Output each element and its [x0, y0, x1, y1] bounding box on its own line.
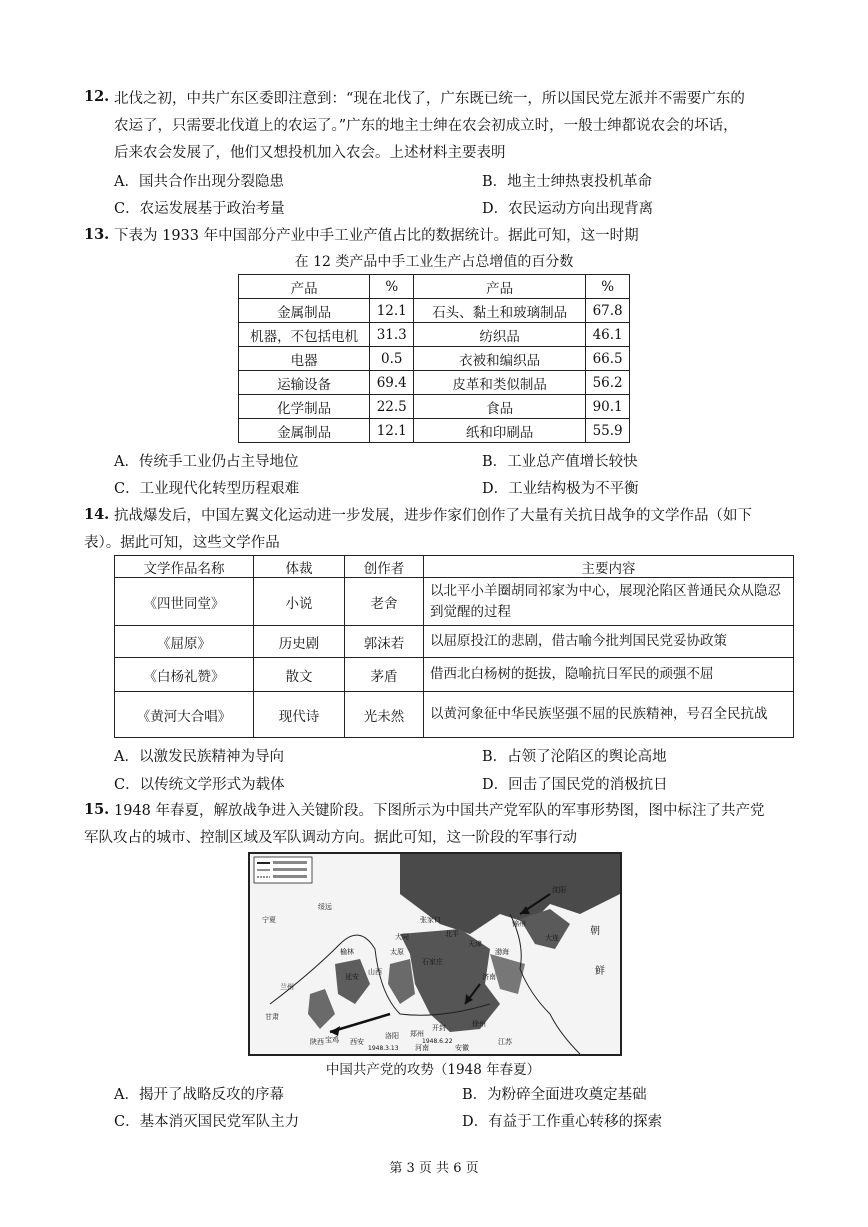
header-cell: 创作者 — [345, 556, 424, 578]
map-label: 1948.3.13 — [368, 1045, 399, 1052]
table-row — [115, 626, 794, 658]
table-row — [115, 692, 794, 738]
table-cell: 借西北白杨树的挺拔，隐喻抗日军民的顽强不屈 — [424, 658, 794, 692]
map-label: 大同 — [395, 933, 409, 941]
map-label: 朝 — [590, 926, 600, 937]
table-cell: 《白杨礼赞》 — [115, 658, 254, 692]
option-a[interactable]: A．以激发民族精神为导向 — [114, 749, 284, 765]
table-cell: 67.8 — [586, 299, 630, 323]
header-cell: % — [586, 275, 630, 299]
table-row — [239, 419, 630, 443]
table-cell: 郭沫若 — [345, 626, 424, 658]
map-label: 太原 — [390, 948, 404, 956]
table-cell: 46.1 — [586, 323, 630, 347]
table-cell: 运输设备 — [239, 371, 370, 395]
table-row — [115, 578, 794, 626]
table-cell: 化学制品 — [239, 395, 370, 419]
map-label: 北平 — [445, 930, 459, 938]
question-stem: 北伐之初，中共广东区委即注意到：“现在北伐了，广东既已统一，所以国民党左派并不需要广东的 农运了，只需要北伐道上的农运了。”广东的地主士绅在农会初成立时，一般士绅都说农会的坏话， 后来农会发展了，他们又想投机加入农会。上述材料主要表明 — [114, 91, 745, 161]
option-a[interactable]: A．揭开了战略反攻的序幕 — [114, 1087, 284, 1103]
map-label: 宁夏 — [262, 916, 276, 924]
map-label: 安徽 — [455, 1044, 469, 1052]
map-label: 陕西 — [310, 1038, 324, 1046]
table-cell: 老舍 — [345, 578, 424, 626]
question-number: 14. — [84, 506, 110, 523]
table-cell: 金属制品 — [239, 299, 370, 323]
map-label: 锦州 — [512, 920, 526, 928]
table-cell: 机器，不包括电机 — [239, 323, 370, 347]
table-cell: 12.1 — [370, 299, 414, 323]
option-a[interactable]: A．国共合作出现分裂隐患 — [114, 174, 284, 190]
map-caption: 中国共产党的攻势（1948 年春夏） — [325, 1062, 541, 1078]
header-cell: 主要内容 — [424, 556, 794, 578]
table-cell: 皮革和类似制品 — [414, 371, 586, 395]
option-c[interactable]: C．以传统文学形式为载体 — [114, 777, 285, 793]
table-cell: 食品 — [414, 395, 586, 419]
table-cell: 《屈原》 — [115, 626, 254, 658]
table-cell: 以北平小羊圈胡同祁家为中心，展现沦陷区普通民众从隐忍到觉醒的过程 — [424, 578, 794, 626]
map-label: 大连 — [545, 934, 559, 942]
option-a[interactable]: A．传统手工业仍占主导地位 — [114, 454, 299, 470]
map-label: 甘肃 — [265, 1013, 279, 1021]
table-cell: 小说 — [254, 578, 345, 626]
table-cell: 0.5 — [370, 347, 414, 371]
map-label: 渤海 — [495, 948, 509, 956]
table-row — [239, 299, 630, 323]
table-cell: 纺织品 — [414, 323, 586, 347]
map-label: 开封 — [432, 1024, 446, 1032]
map-label: 宝鸡 — [325, 1036, 339, 1044]
table-row — [239, 323, 630, 347]
map-label: 济南 — [482, 973, 496, 981]
map-label: 郑州 — [410, 1030, 424, 1038]
table-cell: 散文 — [254, 658, 345, 692]
table-cell: 55.9 — [586, 419, 630, 443]
table-cell: 历史剧 — [254, 626, 345, 658]
map-label: 徐州 — [472, 1020, 486, 1028]
table-cell: 石头、黏土和玻璃制品 — [414, 299, 586, 323]
map-graphic — [250, 854, 620, 1054]
map-label: 洛阳 — [385, 1032, 399, 1040]
table-row — [239, 395, 630, 419]
map-label: 绥远 — [318, 903, 332, 911]
map-label: 西安 — [350, 1038, 364, 1046]
map-label: 兰州 — [280, 983, 294, 991]
table-cell: 22.5 — [370, 395, 414, 419]
table-cell: 31.3 — [370, 323, 414, 347]
table-cell: 《四世同堂》 — [115, 578, 254, 626]
table-header-row — [239, 275, 630, 299]
map-label: 鲜 — [595, 966, 605, 977]
table-cell: 12.1 — [370, 419, 414, 443]
table-header-row — [115, 556, 794, 578]
map-label: 石家庄 — [422, 958, 443, 966]
table-cell: 以黄河象征中华民族坚强不屈的民族精神，号召全民抗战 — [424, 692, 794, 738]
map-label: 河南 — [415, 1044, 429, 1052]
map-label: 山西 — [368, 968, 382, 976]
literature-table — [114, 555, 794, 738]
page-footer: 第 3 页 共 6 页 — [389, 1161, 479, 1176]
question-stem-line1: 抗战爆发后，中国左翼文化运动进一步发展，进步作家们创作了大量有关抗日战争的文学作品（如下 — [114, 508, 752, 524]
question-number: 15. — [84, 801, 110, 818]
map-label: 延安 — [345, 973, 359, 981]
map-label: 天津 — [468, 940, 482, 948]
question-stem: 下表为 1933 年中国部分产业中手工业产值占比的数据统计。据此可知，这一时期 — [114, 228, 639, 244]
option-c[interactable]: C．基本消灭国民党军队主力 — [114, 1114, 300, 1130]
table-cell: 金属制品 — [239, 419, 370, 443]
question-stem-line2: 军队攻占的城市、控制区域及军队调动方向。据此可知，这一阶段的军事行动 — [84, 830, 577, 846]
option-c[interactable]: C．农运发展基于政治考量 — [114, 201, 285, 217]
table-cell: 以屈原投江的悲剧，借古喻今批判国民党妥协政策 — [424, 626, 794, 658]
option-d[interactable]: D．有益于工作重心转移的探索 — [462, 1114, 663, 1130]
table-row — [115, 658, 794, 692]
map-label: 江苏 — [498, 1038, 512, 1046]
option-b[interactable]: B．占领了沦陷区的舆论高地 — [482, 749, 667, 765]
map-label: 张家口 — [420, 916, 441, 924]
map-label: 榆林 — [340, 948, 354, 956]
table-cell: 69.4 — [370, 371, 414, 395]
military-map — [248, 852, 622, 1056]
table-cell: 衣被和编织品 — [414, 347, 586, 371]
question-number: 13. — [84, 226, 110, 243]
question-stem-line1: 1948 年春夏，解放战争进入关键阶段。下图所示为中国共产党军队的军事形势图，图中标注了共产党 — [114, 803, 765, 819]
question-stem-line2: 表）。据此可知，这些文学作品 — [84, 535, 280, 551]
table-cell: 电器 — [239, 347, 370, 371]
header-cell: 产品 — [414, 275, 586, 299]
table-row — [239, 347, 630, 371]
option-d[interactable]: D．工业结构极为不平衡 — [482, 481, 639, 497]
table-cell: 光未然 — [345, 692, 424, 738]
table-row — [239, 371, 630, 395]
option-d[interactable]: D．农民运动方向出现背离 — [482, 201, 654, 217]
question-number: 12. — [84, 88, 110, 105]
table-cell: 《黄河大合唱》 — [115, 692, 254, 738]
table-cell: 纸和印刷品 — [414, 419, 586, 443]
option-b[interactable]: B．地主士绅热衷投机革命 — [482, 174, 653, 190]
map-label: 沈阳 — [552, 886, 566, 894]
table-cell: 56.2 — [586, 371, 630, 395]
header-cell: 文学作品名称 — [115, 556, 254, 578]
option-c[interactable]: C．工业现代化转型历程艰难 — [114, 481, 300, 497]
table-cell: 66.5 — [586, 347, 630, 371]
map-label: 1948.6.22 — [422, 1038, 453, 1045]
table-cell: 现代诗 — [254, 692, 345, 738]
option-b[interactable]: B．工业总产值增长较快 — [482, 454, 638, 470]
header-cell: 产品 — [239, 275, 370, 299]
table-cell: 90.1 — [586, 395, 630, 419]
header-cell: 体裁 — [254, 556, 345, 578]
option-b[interactable]: B．为粉碎全面进攻奠定基础 — [462, 1087, 647, 1103]
header-cell: % — [370, 275, 414, 299]
handicraft-table — [238, 274, 630, 443]
table-cell: 茅盾 — [345, 658, 424, 692]
table-caption: 在 12 类产品中手工业生产占总增值的百分数 — [294, 254, 574, 270]
option-d[interactable]: D．回击了国民党的消极抗日 — [482, 777, 668, 793]
